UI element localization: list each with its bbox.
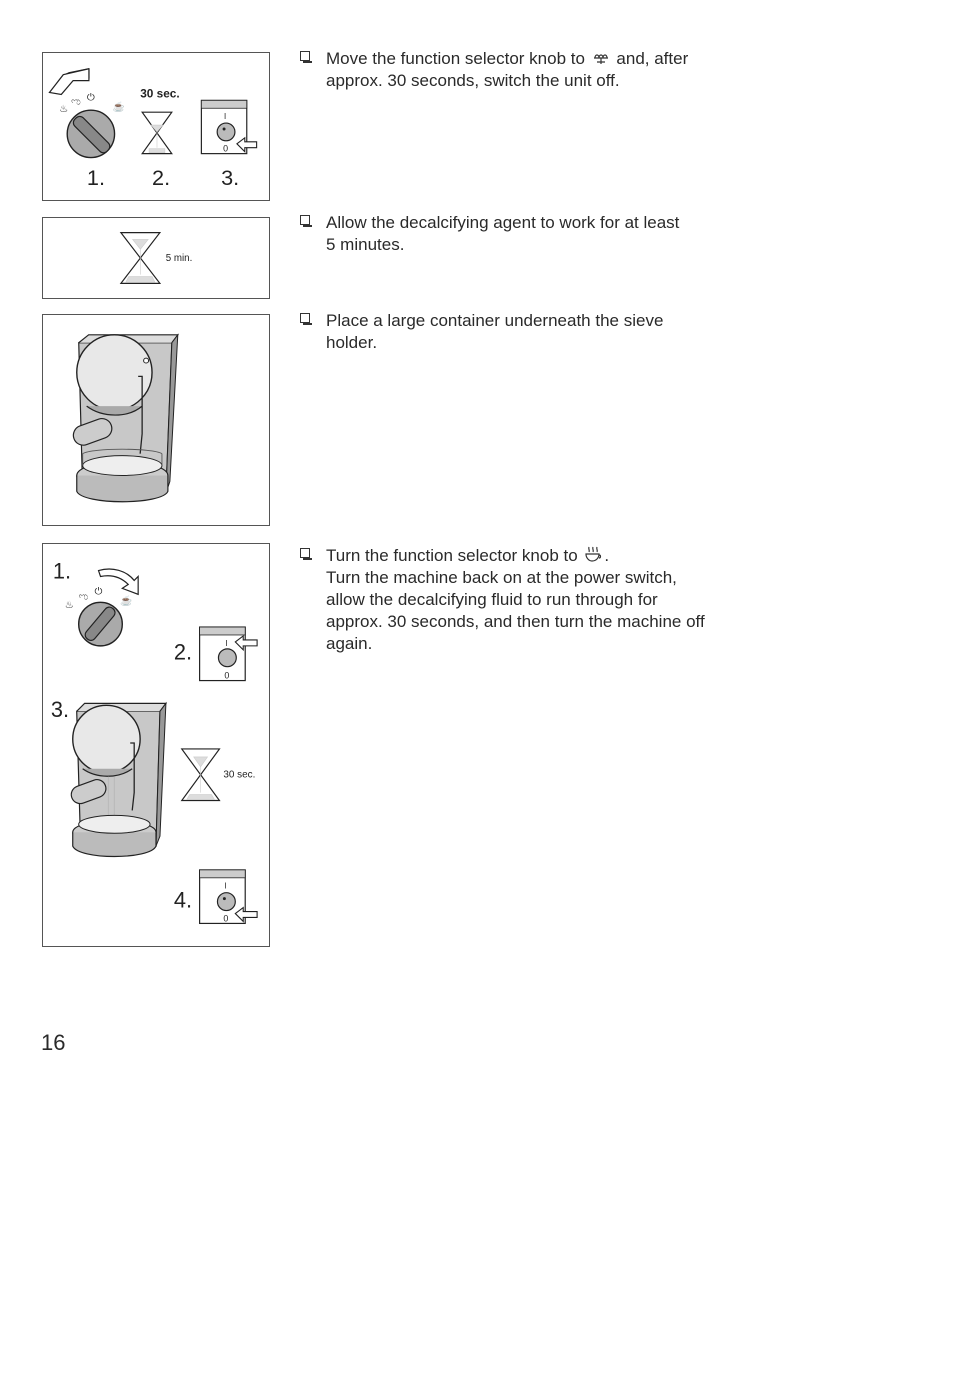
svg-text:♨: ♨ [59, 104, 69, 116]
switch-on-mark: I [224, 881, 227, 891]
figure-decalcify-run-through [42, 543, 270, 947]
step-line: again. [326, 634, 373, 653]
svg-text:☕: ☕ [120, 596, 133, 608]
step-line: Allow the decalcifying agent to work for at least [326, 213, 680, 232]
figure-wait-5-min [42, 217, 270, 299]
svg-text:⏻: ⏻ [86, 92, 95, 104]
svg-text:⏻: ⏻ [94, 586, 103, 598]
instruction-step-3 [300, 310, 740, 354]
step-label-2: 2. [173, 639, 193, 665]
coffee-cup-symbol-icon [584, 545, 602, 563]
step-line: holder. [326, 333, 378, 352]
instruction-step-1 [300, 48, 740, 92]
step-line: 5 minutes. [326, 235, 405, 254]
step-line: approx. 30 seconds, switch the unit off. [326, 71, 620, 90]
switch-off-mark: 0 [223, 913, 229, 924]
switch-on-mark: I [225, 638, 228, 648]
step-label-1: 1. [86, 165, 106, 191]
timer-label: 5 min. [165, 252, 193, 264]
checkbox-bullet-icon [300, 51, 310, 61]
espresso-machine-icon [71, 335, 178, 502]
power-switch-panel-icon [200, 627, 257, 681]
step-line: Turn the machine back on at the power switch, [326, 568, 677, 587]
power-switch-panel-icon [200, 870, 257, 924]
step-line: approx. 30 seconds, and then turn the machine off [326, 612, 705, 631]
figure-knob-to-steam [42, 52, 270, 201]
step-line: Move the function selector knob to and, after [326, 49, 689, 68]
step-label-3: 3. [50, 697, 70, 723]
step-label-3: 3. [221, 165, 240, 191]
checkbox-bullet-icon [300, 548, 310, 558]
hourglass-icon [142, 112, 172, 153]
svg-text:♨: ♨ [64, 600, 74, 612]
instruction-step-4 [300, 545, 740, 655]
selector-knob-icon [79, 602, 123, 646]
step-label-2: 2. [152, 165, 171, 191]
rotate-left-arrow-icon [49, 69, 88, 95]
step-line: Place a large container underneath the sieve [326, 311, 664, 330]
checkbox-bullet-icon [300, 215, 310, 225]
svg-text:☕: ☕ [112, 102, 125, 114]
timer-label: 30 sec. [140, 86, 180, 101]
instruction-step-2 [300, 212, 740, 256]
power-switch-panel-icon [201, 100, 256, 153]
switch-on-mark: I [224, 112, 227, 122]
step-label-1: 1. [52, 558, 72, 584]
svg-text:ಌ: ಌ [71, 96, 81, 108]
hourglass-icon [182, 749, 220, 801]
selector-knob-icon [67, 110, 114, 157]
step-line: Turn the function selector knob to . [326, 546, 610, 565]
switch-off-mark: 0 [223, 143, 229, 154]
steam-symbol-icon [592, 50, 610, 66]
hourglass-icon [121, 233, 160, 284]
switch-off-mark: 0 [224, 670, 230, 681]
checkbox-bullet-icon [300, 313, 310, 323]
page-number: 16 [41, 1030, 66, 1055]
timer-label: 30 sec. [223, 769, 256, 781]
step-label-4: 4. [173, 887, 193, 913]
figure-container-under-sieve [42, 314, 270, 526]
svg-text:ಌ: ಌ [78, 591, 89, 603]
rotate-right-arrow-icon [99, 569, 139, 594]
espresso-machine-icon [69, 703, 166, 856]
step-line: allow the decalcifying fluid to run through for [326, 590, 658, 609]
